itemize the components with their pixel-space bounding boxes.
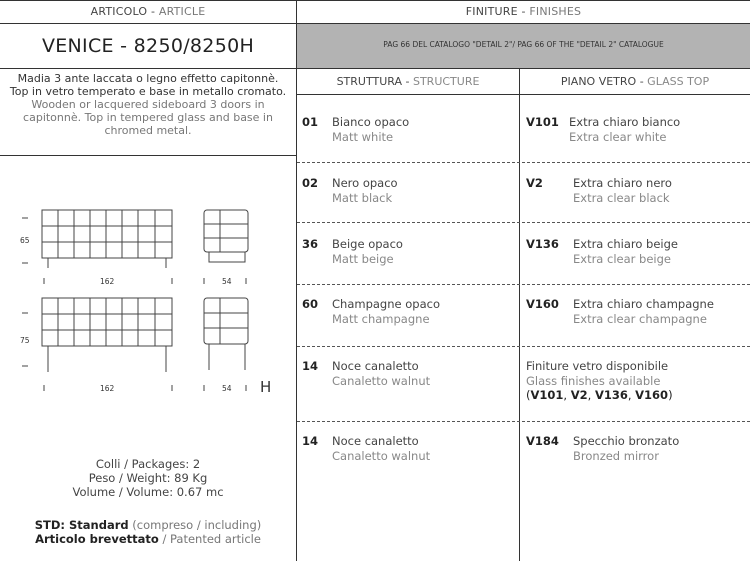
glass-code: V101 [526,115,559,129]
sideboard-side-view [204,210,248,262]
packaging-info [0,457,296,499]
structure-header-it: STRUTTURA [336,75,402,88]
structure-item [332,297,440,327]
glass-code: V160 [526,297,559,311]
structure-name-it: Beige opaco [332,237,403,251]
legend [0,518,296,546]
structure-item [332,176,398,206]
row-divider [297,346,750,347]
row-divider [297,421,750,422]
glass-header-it: PIANO VETRO [560,75,637,88]
desc-divider [0,155,296,156]
row-divider [297,284,750,285]
patent-en: Patented article [169,532,261,546]
volume: Volume / Volume: 0.67 mc [72,485,224,499]
article-header-en: ARTICLE [158,5,206,18]
glass-code: V2 [526,176,543,190]
description-it: Madia 3 ante laccata o legno effetto capitonnè. Top in vetro temperato e base in metallo cromato. [9,72,287,98]
glass-available-it: Finiture vetro disponibile [526,359,669,373]
structure-item [332,115,409,145]
glass-name-en: Extra clear white [569,130,667,144]
available-code: V136 [594,388,628,402]
structure-name-en: Matt champagne [332,312,430,326]
structure-code: 14 [302,434,319,448]
subheader-divider [297,94,750,95]
article-header: ARTICOLO - ARTICLE [90,5,206,18]
glass-name-en: Extra clear champagne [573,312,707,326]
glass-name-it: Extra chiaro champagne [573,297,714,311]
sideboard-front-view [42,210,172,268]
structure-name-it: Champagne opaco [332,297,440,311]
glass-header-en: GLASS TOP [647,75,710,88]
glass-available-codes: (V101, V2, V136, V160) [526,388,673,402]
structure-name-en: Canaletto walnut [332,449,431,463]
packages-count: Colli / Packages: 2 [95,457,201,471]
weight: Peso / Weight: 89 Kg [88,471,208,485]
glass-name-en: Extra clear black [573,191,670,205]
structure-header-en: STRUCTURE [412,75,480,88]
height-label-1: 65 [20,236,30,245]
structure-code: 36 [302,237,319,251]
height-label-2: 75 [20,336,30,345]
glass-name-en: Extra clear beige [573,252,671,266]
structure-header: STRUTTURA - STRUCTURE [336,75,480,88]
finishes-header: FINITURE - FINISHES [465,5,582,18]
std-code: STD: Standard [34,518,129,532]
glass-name-it: Specchio bronzato [573,434,680,448]
glass-item [573,176,672,206]
product-description [8,72,288,137]
title-divider [0,68,296,69]
glass-code: V136 [526,237,559,251]
available-code: V160 [635,388,669,402]
glass-name-it: Extra chiaro bianco [569,115,681,129]
glass-header: PIANO VETRO - GLASS TOP [560,75,710,88]
structure-code: 14 [302,359,319,373]
available-code: V101 [530,388,564,402]
catalog-divider [297,68,750,69]
glass-code: V184 [526,434,559,448]
width-label-2: 162 [100,384,115,393]
available-code: V2 [570,388,588,402]
structure-item [332,434,430,464]
sideboard-h-front-view [42,298,172,372]
catalog-note: PAG 66 DEL CATALOGO "DETAIL 2"/ PAG 66 OF THE "DETAIL 2" CATALOGUE [383,40,664,49]
row-divider [297,222,750,223]
glass-item [573,237,678,267]
glass-item [573,297,714,327]
std-note: (compreso / including) [132,518,262,532]
article-header-it: ARTICOLO [90,5,148,18]
finish-column-divider [519,68,520,561]
glass-item [573,434,679,464]
structure-code: 01 [302,115,319,129]
structure-name-en: Matt black [332,191,393,205]
glass-name-en: Bronzed mirror [573,449,659,463]
row-divider [297,162,750,163]
h-version-marker: H [260,378,272,396]
glass-item [569,115,680,145]
structure-code: 60 [302,297,319,311]
structure-name-it: Bianco opaco [332,115,410,129]
structure-code: 02 [302,176,319,190]
glass-available-note [526,359,673,403]
glass-name-it: Extra chiaro beige [573,237,678,251]
width-label-1: 162 [100,277,115,286]
top-border [0,0,750,1]
structure-name-en: Matt beige [332,252,394,266]
structure-name-it: Noce canaletto [332,434,419,448]
structure-item [332,237,403,267]
structure-name-en: Canaletto walnut [332,374,431,388]
description-en: Wooden or lacquered sideboard 3 doors in capitonnè. Top in tempered glass and base in chromed metal. [23,98,273,137]
depth-label-2: 54 [222,384,232,393]
structure-name-it: Noce canaletto [332,359,419,373]
std-legend [0,518,296,532]
patent-it: Articolo brevettato [35,532,159,546]
glass-available-en: Glass finishes available [526,373,661,388]
glass-name-it: Extra chiaro nero [573,176,672,190]
finishes-header-it: FINITURE [465,5,518,18]
sideboard-h-side-view [204,298,248,370]
structure-item [332,359,430,389]
patent-legend: Articolo brevettato / Patented article [35,532,261,546]
product-title: VENICE - 8250/8250H [41,35,255,57]
finishes-header-en: FINISHES [529,5,582,18]
technical-drawing [0,160,296,405]
depth-label-1: 54 [222,277,232,286]
structure-name-it: Nero opaco [332,176,398,190]
structure-name-en: Matt white [332,130,394,144]
